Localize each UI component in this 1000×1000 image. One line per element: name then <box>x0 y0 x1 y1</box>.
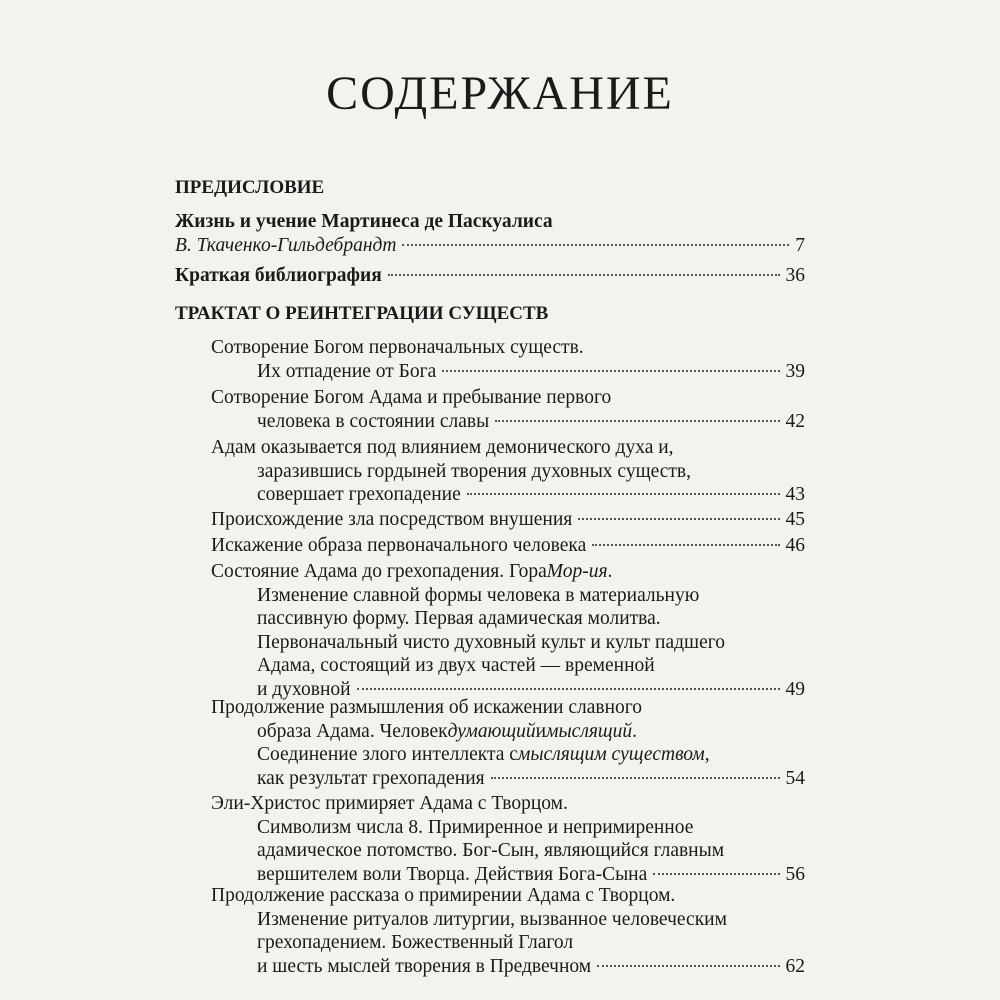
toc-entry-5[interactable] <box>211 534 805 558</box>
entry-line: и шесть мыслей творения в Предвечном <box>257 955 592 977</box>
entry-line: Их отпадение от Бога <box>257 360 437 382</box>
dot-leader <box>495 420 779 422</box>
text-run-italic: мыслящий <box>546 720 633 742</box>
entry-line: Эли-Христос примиряет Адама с Творцом. <box>211 793 568 814</box>
preface-heading: ПРЕДИСЛОВИЕ <box>175 177 325 198</box>
entry-line: Сотворение Богом первоначальных существ. <box>211 337 584 358</box>
text-run: . <box>607 561 613 582</box>
text-run-italic: Мор-ия <box>546 561 608 582</box>
dot-leader <box>653 873 779 875</box>
entry-line <box>211 743 805 767</box>
toc-entry-4[interactable] <box>211 508 805 532</box>
page-number: 36 <box>785 265 805 286</box>
text-run: образа Адама. Человек <box>257 720 448 742</box>
entry-line: Символизм числа 8. Примиренное и непримиренное <box>257 816 694 838</box>
page-number: 7 <box>795 235 805 256</box>
text-run: , <box>704 744 710 765</box>
toc-entry-7[interactable] <box>211 696 805 790</box>
entry-line: Адама, состоящий из двух частей — временной <box>257 655 655 676</box>
entry-line: Происхождение зла посредством внушения <box>211 509 573 530</box>
text-run: Соединение злого интеллекта с <box>257 744 518 765</box>
page-number: 39 <box>785 360 805 382</box>
entry-line: Изменение славной формы человека в материальную <box>257 584 700 606</box>
entry-line: как результат грехопадения <box>257 767 485 789</box>
entry-line: человека в состоянии славы <box>257 410 490 432</box>
dot-leader <box>592 544 779 546</box>
page-number: 46 <box>785 535 805 556</box>
entry-line: и духовной <box>257 678 351 700</box>
page-title: СОДЕРЖАНИЕ <box>326 67 674 120</box>
toc-entry-2[interactable] <box>211 386 805 433</box>
treatise-heading: ТРАКТАТ О РЕИНТЕГРАЦИИ СУЩЕСТВ <box>175 303 549 324</box>
dot-leader <box>357 688 780 690</box>
page-number: 42 <box>785 410 805 432</box>
entry-title: Краткая библиография <box>175 265 382 286</box>
dot-leader <box>597 965 779 967</box>
toc-entry-bibliography[interactable] <box>175 264 805 288</box>
entry-line: вершителем воли Творца. Действия Бога-Сына <box>257 863 648 885</box>
entry-line: Первоначальный чисто духовный культ и культ падшего <box>257 631 725 653</box>
page-number: 49 <box>785 678 805 700</box>
entry-line: Адам оказывается под влиянием демонического духа и, <box>211 437 674 458</box>
text-run-italic: мыслящим существом <box>517 744 705 765</box>
entry-line: грехопадением. Божественный Глагол <box>257 932 574 953</box>
entry-line: Искажение образа первоначального человека <box>211 535 587 556</box>
page-number: 62 <box>785 955 805 977</box>
dot-leader <box>491 777 780 779</box>
text-run: Состояние Адама до грехопадения. Гора <box>211 561 547 582</box>
entry-line: адамическое потомство. Бог-Сын, являющийся главным <box>257 840 725 861</box>
entry-line <box>211 560 805 584</box>
toc-entry-9[interactable] <box>211 884 805 978</box>
toc-entry-life[interactable] <box>175 210 805 258</box>
entry-line: заразившись гордыней творения духовных существ, <box>257 460 691 482</box>
dot-leader <box>442 370 779 372</box>
entry-line: совершает грехопадение <box>257 484 461 505</box>
dot-leader <box>402 244 789 246</box>
page-number: 56 <box>785 863 805 885</box>
toc-entry-6[interactable] <box>211 560 805 701</box>
toc-entry-3[interactable] <box>211 436 805 507</box>
entry-line: пассивную форму. Первая адамическая молитва. <box>257 608 661 629</box>
text-run: и <box>535 720 547 742</box>
entry-line: Продолжение размышления об искажении славного <box>211 697 643 718</box>
dot-leader <box>388 274 780 276</box>
page-number: 45 <box>785 509 805 530</box>
entry-line: Продолжение рассказа о примирении Адама с Творцом. <box>211 885 676 906</box>
toc-entry-1[interactable] <box>211 336 805 383</box>
entry-line: Сотворение Богом Адама и пребывание первого <box>211 387 612 408</box>
entry-line <box>211 720 805 744</box>
page-number: 54 <box>785 767 805 789</box>
dot-leader <box>467 493 780 495</box>
text-run: . <box>632 720 637 742</box>
entry-author: В. Ткаченко-Гильдебрандт <box>175 235 397 256</box>
dot-leader <box>578 518 779 520</box>
toc-entry-8[interactable] <box>211 792 805 886</box>
page-number: 43 <box>785 484 805 505</box>
text-run-italic: думающий <box>447 720 536 742</box>
entry-title: Жизнь и учение Мартинеса де Паскуалиса <box>175 211 553 232</box>
entry-line: Изменение ритуалов литургии, вызванное человеческим <box>257 908 727 930</box>
